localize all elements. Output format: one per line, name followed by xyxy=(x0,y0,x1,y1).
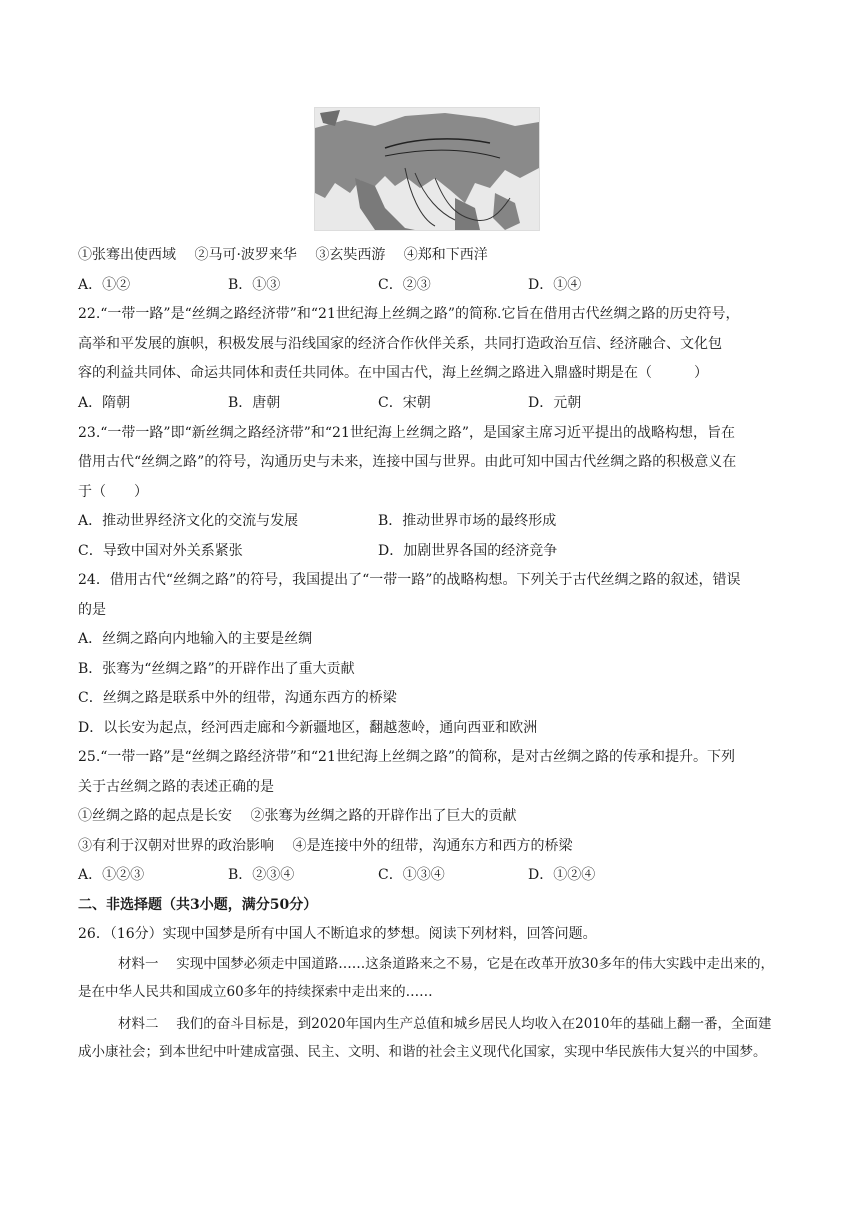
q26-intro: 26．（16分）实现中国梦是所有中国人不断追求的梦想。阅读下列材料，回答问题。 xyxy=(78,926,597,942)
q23-option-d[interactable]: D．加剧世界各国的经济竞争 xyxy=(378,543,558,559)
q24-option-b[interactable]: B．张骞为“丝绸之路”的开辟作出了重大贡献 xyxy=(78,661,355,677)
section-2-heading: 二、非选择题（共3小题，满分50分） xyxy=(78,897,318,913)
q23-line-1: 23.“一带一路”即“新丝绸之路经济带”和“21世纪海上丝绸之路”，是国家主席习近平提出的战略构想，旨在 xyxy=(78,425,736,441)
q24-option-a[interactable]: A．丝绸之路向内地输入的主要是丝绸 xyxy=(78,631,313,647)
q25-item-1: ①丝绸之路的起点是长安 ②张骞为丝绸之路的开辟作出了巨大的贡献 xyxy=(78,808,517,824)
q22-line-3: 容的利益共同体、命运共同体和责任共同体。在中国古代，海上丝绸之路进入鼎盛时期是在（ ） xyxy=(78,365,708,381)
q22-line-1: 22.“一带一路”是“丝绸之路经济带”和“21世纪海上丝绸之路”的简称.它旨在借用古代丝绸之路的历史符号， xyxy=(78,306,740,322)
q25-line-1: 25.“一带一路”是“丝绸之路经济带”和“21世纪海上丝绸之路”的简称，是对古丝绸之路的传承和提升。下列 xyxy=(78,749,736,765)
q21-option-d[interactable]: D．①④ xyxy=(528,277,582,293)
q24-option-c[interactable]: C．丝绸之路是联系中外的纽带，沟通东西方的桥梁 xyxy=(78,690,397,706)
q25-option-a[interactable]: A．①②③ xyxy=(78,867,145,883)
q21-option-a[interactable]: A．①② xyxy=(78,277,131,293)
map-drawing xyxy=(315,108,539,230)
q22-option-a[interactable]: A．隋朝 xyxy=(78,395,131,411)
silk-road-map xyxy=(314,107,540,231)
q22-option-b[interactable]: B．唐朝 xyxy=(228,395,281,411)
q23-option-a[interactable]: A．推动世界经济文化的交流与发展 xyxy=(78,513,299,529)
q21-items: ①张骞出使西域 ②马可·波罗来华 ③玄奘西游 ④郑和下西洋 xyxy=(78,247,488,263)
q23-option-c[interactable]: C．导致中国对外关系紧张 xyxy=(78,543,243,559)
q25-option-b[interactable]: B．②③④ xyxy=(228,867,295,883)
q24-option-d[interactable]: D．以长安为起点，经河西走廊和今新疆地区，翻越葱岭，通向西亚和欧洲 xyxy=(78,720,538,736)
q26-material-1: 材料一 实现中国梦必须走中国道路……这条道路来之不易，它是在改革开放30多年的伟大实践中走出来的，是在中华人民共和国成立60多年的持续探索中走出来的…… xyxy=(78,956,774,1000)
q26-material-2: 材料二 我们的奋斗目标是，到2020年国内生产总值和城乡居民人均收入在2010年的基础上翻一番，全面建成小康社会；到本世纪中叶建成富强、民主、文明、和谐的社会主义现代化国家，实现中华民族伟大复兴的中国梦。 xyxy=(78,1016,772,1060)
q22-option-d[interactable]: D．元朝 xyxy=(528,395,582,411)
q25-option-c[interactable]: C．①③④ xyxy=(378,867,445,883)
q23-line-3: 于（ ） xyxy=(78,484,148,500)
q25-line-2: 关于古丝绸之路的表述正确的是 xyxy=(78,779,274,795)
q22-option-c[interactable]: C．宋朝 xyxy=(378,395,431,411)
q21-option-b[interactable]: B．①③ xyxy=(228,277,281,293)
q23-line-2: 借用古代“丝绸之路”的符号，沟通历史与未来，连接中国与世界。由此可知中国古代丝绸之路的积极意义在 xyxy=(78,454,737,470)
q25-item-2: ③有利于汉朝对世界的政治影响 ④是连接中外的纽带，沟通东方和西方的桥梁 xyxy=(78,838,573,854)
q21-option-c[interactable]: C．②③ xyxy=(378,277,431,293)
q25-option-d[interactable]: D．①②④ xyxy=(528,867,596,883)
q22-line-2: 高举和平发展的旗帜，积极发展与沿线国家的经济合作伙伴关系，共同打造政治互信、经济融合、文化包 xyxy=(78,336,722,352)
q23-option-b[interactable]: B．推动世界市场的最终形成 xyxy=(378,513,557,529)
q24-line-1: 24．借用古代“丝绸之路”的符号，我国提出了“一带一路”的战略构想。下列关于古代丝绸之路的叙述，错误 xyxy=(78,572,741,588)
q24-line-2: 的是 xyxy=(78,602,106,618)
